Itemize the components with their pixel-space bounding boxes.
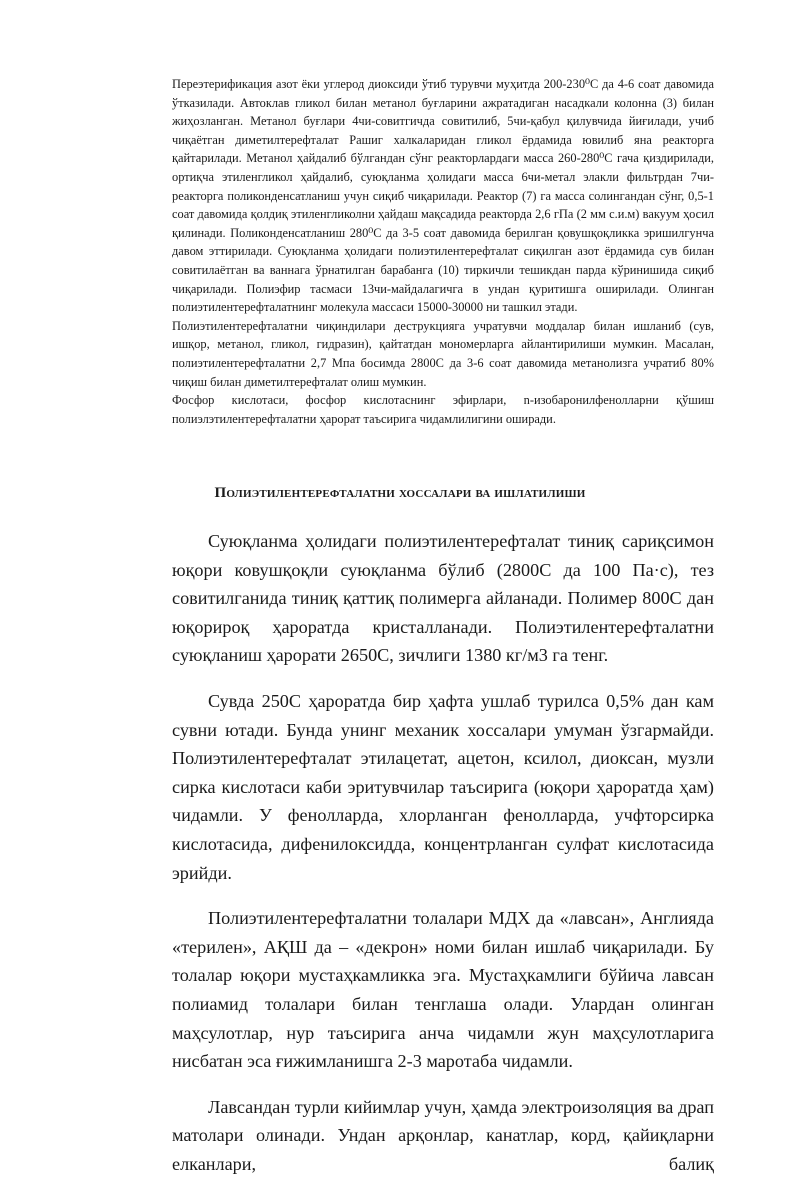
paragraph-applications: Лавсандан турли кийимлар учун, ҳамда электроизоляция ва драп матолари олинади. Ундан арқонлар, канатлар, корд, қайиқларни елканлари, балиқ [172, 1096, 714, 1174]
paragraph-melt-properties: Суюқланма ҳолидаги полиэтилентерефталат тиниқ сариқсимон юқори ковушқоқли суюқланма бўлиб (2800С да 100 Па·с), тез совитилганида тиниқ қаттиқ полимерга айланади. Полимер 800С дан юқорироқ ҳароратда кристалланади. Полиэтилентерефталатни суюқланиш ҳарорати 2650С, зичлиги 1380 кг/м3 га тенг. [172, 531, 714, 666]
paragraph-chemical-resistance: Сувда 250С ҳароратда бир ҳафта ушлаб турилса 0,5% дан кам сувни ютади. Бунда унинг механик хоссалари умуман ўзгармайди. Полиэтилентерефталат этилацетат, ацетон, ксилол, диоксан, музли сирка кислотаси каби эритувчилар таъсирига (юқори ҳароратда ҳам) чидамли. У фенолларда, хлорланган фенолларда, учфторсирка кислотасида, дифенилоксидда, концентрланган сулфат кислотасида эрийди. [172, 690, 714, 883]
paragraph-transesterification: Переэтерификация азот ёки углерод диоксиди ўтиб турувчи муҳитда 200-230⁰С да 4-6 соат давомида ўтказилади. Автоклав гликол билан метанол буғларини ажратадиган насадкали колонна (3) билан жиҳозланган. Метанол буғлари 4чи-совитгичда совитилиб, 5чи-қабул қилувчида йиғилади, учиб чиқаётган диметилтерефталат Рашиг халкаларидан гликол ёрдамида ювилиб яна реакторга қайтарилади. Метанол ҳайдалиб бўлгандан сўнг реакторлардаги масса 260-280⁰С гача қиздирилади, ортиқча этиленгликол ҳайдалиб, суюқланма ҳолидаги масса 6чи-метал элакли фильтрдан 7чи-реакторга поликонденсатланиш учун сиқиб чиқарилади. Реактор (7) га масса солингандан сўнг, 0,5-1 соат давомида қолдиқ этиленгликолни ҳайдаш мақсадида реакторда 2,6 гПа (2 мм с.и.м) вакуум ҳосил қилинади. Поликонденсатланиш 280⁰С да 3-5 соат давомида берилган қовушқоқликка эришилгунча давом эттирилади. Суюқланма ҳолидаги полиэтилентерефталат сиқилган азот ёрдамида сув билан совитилаётган ва ваннага ўрнатилган барабанга (10) тиркичли тешикдан парда кўринишида сиқиб чиқарилади. Полиэфир тасмаси 13чи-майдалагичга в ундан қуритишга оширилади. Олинган полиэтилентерефталатнинг молекула массаси 15000-30000 ни ташкил этади. [172, 77, 714, 315]
paragraph-thermal-stabilizers: Фосфор кислотаси, фосфор кислотаснинг эфирлари, n-изобаронилфенолларни қўшиш полиэлэтилентерефталатни ҳарорат таъсирига чидамлилигини оширади. [172, 393, 714, 426]
paragraph-waste-destruction: Полиэтилентерефталатни чиқиндилари деструкцияга учратувчи моддалар билан ишланиб (сув, ишқор, метанол, гликол, гидразин), қайтатдан мономерларга айлантирилиши мумкин. Масалан, полиэтилентерефталатни 2,7 Мпа босимда 2800С да 3-6 соат давомида метанолизга учратиб 80% чиқиш билан диметилтерефталат олиш мумкин. [172, 318, 714, 389]
properties-section [172, 527, 714, 1195]
process-description [172, 75, 714, 428]
paragraph-fibers: Полиэтилентерефталатни толалари МДХ да «лавсан», Англияда «терилен», АҚШ да – «декрон» номи билан ишлаб чиқарилади. Бу толалар юқори мустаҳкамликка эга. Мустаҳкамлиги бўйича лавсан полиамид толалари билан тенглаша олади. Улардан олинган маҳсулотлар, нур таъсирига анча чидамли жун маҳсулотларига нисбатан эса ғижимланишга 2-3 маротаба чидамли. [172, 908, 714, 1072]
section-heading: Полиэтилентерефталатни хоссалари ва ишлатилиши [214, 485, 586, 501]
